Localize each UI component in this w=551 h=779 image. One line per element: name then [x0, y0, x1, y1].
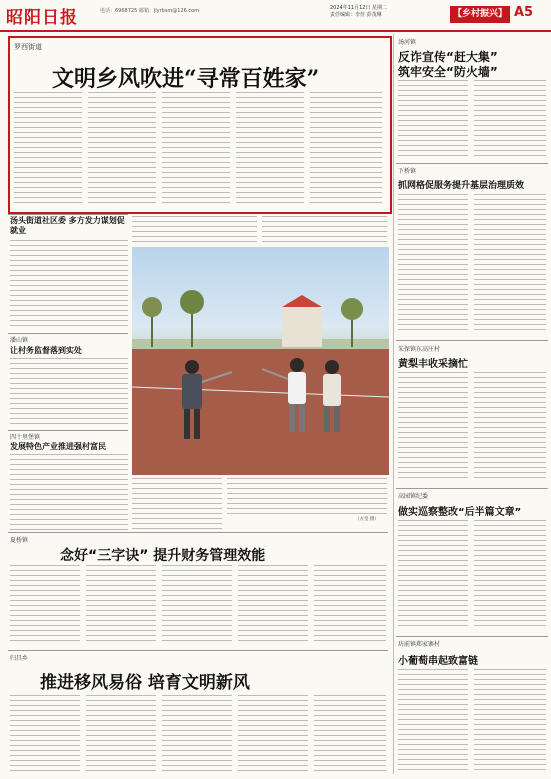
- right-story-4-col-1: [398, 520, 468, 630]
- right-story-1-headline-1: 反诈宣传“赶大集”: [398, 50, 498, 64]
- left-story-3-kicker: 四十里堡镇: [10, 434, 41, 441]
- divider: [8, 430, 128, 431]
- newspaper-logo: 昭阳日报: [6, 8, 78, 28]
- divider: [396, 340, 548, 341]
- mid-story-col-2: [86, 565, 156, 645]
- lead-kicker: 罗西街道: [14, 43, 42, 51]
- right-story-5-kicker: 坊前镇郑家寨村: [398, 641, 441, 648]
- editor-line: 责任编辑：李佳 彭茂琳: [330, 12, 382, 18]
- mid-story-col-4: [238, 565, 308, 645]
- divider: [8, 650, 388, 651]
- left-story-2-body: [10, 358, 128, 426]
- left-story-1-headline: 汤头街道社区委 多方发力谋划促就业: [10, 216, 125, 235]
- mid-story-col-1: [10, 565, 80, 645]
- right-story-4-kicker: 高园镇纪委: [398, 493, 429, 500]
- right-story-4-col-2: [474, 520, 546, 630]
- left-story-3-body: [10, 454, 128, 530]
- news-photo: [132, 247, 389, 475]
- bottom-story-col-5: [314, 695, 386, 773]
- right-story-2-col-2: [474, 194, 546, 334]
- section-name: 乡村振兴: [461, 9, 498, 19]
- photo-caption: [227, 478, 387, 514]
- page-number: A5: [514, 5, 534, 20]
- right-story-4-headline: 做实巡察整改“后半篇文章”: [398, 507, 522, 518]
- right-story-3-headline: 黄梨丰收采摘忙: [398, 359, 468, 370]
- divider: [396, 163, 548, 164]
- lead-body-col-5: [310, 92, 382, 204]
- left-story-3-headline: 发展特色产业推进强村富民: [10, 442, 106, 451]
- mid-story-col-5: [314, 565, 386, 645]
- left-story-1-body: [10, 240, 128, 330]
- divider: [396, 488, 548, 489]
- right-story-5-headline: 小葡萄串起致富链: [398, 656, 478, 667]
- photo-credit: （方堂 摄）: [355, 517, 379, 522]
- bottom-story-col-4: [238, 695, 308, 773]
- bottom-story-col-3: [162, 695, 232, 773]
- right-story-1-headline-2: 筑牢安全“防火墙”: [398, 65, 498, 79]
- right-story-2-headline: 抓网格促服务提升基层治理质效: [398, 181, 525, 191]
- mid-body-left: [132, 478, 222, 530]
- right-story-1-col-1: [398, 80, 468, 158]
- mid-story-kicker: 夏桥镇: [10, 537, 29, 544]
- divider: [8, 532, 388, 533]
- issue-date: 2024年11月12日 星期二: [330, 5, 388, 11]
- masthead-contact: 电话：6968725 邮箱：jlyrbsm@126.com: [100, 8, 200, 14]
- lead-body-col-4: [236, 92, 304, 204]
- mid-story-headline: 念好“三字诀” 提升财务管理效能: [60, 548, 266, 564]
- right-story-5-col-1: [398, 669, 468, 773]
- column-divider: [393, 34, 394, 774]
- mid-body-top-2: [262, 216, 387, 244]
- bottom-story-col-2: [86, 695, 156, 773]
- lead-body-col-1: [14, 92, 82, 204]
- left-story-2-headline: 让村务监督落到实处: [10, 346, 82, 355]
- lead-body-col-2: [88, 92, 156, 204]
- divider: [396, 636, 548, 637]
- right-story-2-kicker: 下桥镇: [398, 168, 417, 175]
- photo-illustration: [132, 247, 389, 475]
- right-story-3-col-2: [474, 372, 546, 482]
- right-story-5-col-2: [474, 669, 546, 773]
- right-story-3-col-1: [398, 372, 468, 482]
- right-story-1-kicker: 汤河镇: [398, 39, 417, 46]
- lead-headline: 文明乡风吹进“寻常百姓家”: [52, 66, 320, 92]
- divider: [8, 333, 128, 334]
- masthead-date: [330, 5, 387, 19]
- right-story-1-col-2: [474, 80, 546, 158]
- lead-body-col-3: [162, 92, 230, 204]
- bottom-story-headline: 推进移风易俗 培育文明新风: [40, 673, 250, 693]
- section-label: 【乡村振兴】: [450, 6, 510, 23]
- divider: [8, 214, 128, 215]
- bottom-story-kicker: 归昌乡: [10, 655, 29, 662]
- mid-body-top-1: [132, 216, 257, 244]
- bottom-story-col-1: [10, 695, 80, 773]
- mid-story-col-3: [162, 565, 232, 645]
- right-story-3-kicker: 朱保镇东高庄村: [398, 346, 441, 353]
- left-story-2-kicker: 潘山镇: [10, 337, 29, 344]
- right-story-2-col-1: [398, 194, 468, 334]
